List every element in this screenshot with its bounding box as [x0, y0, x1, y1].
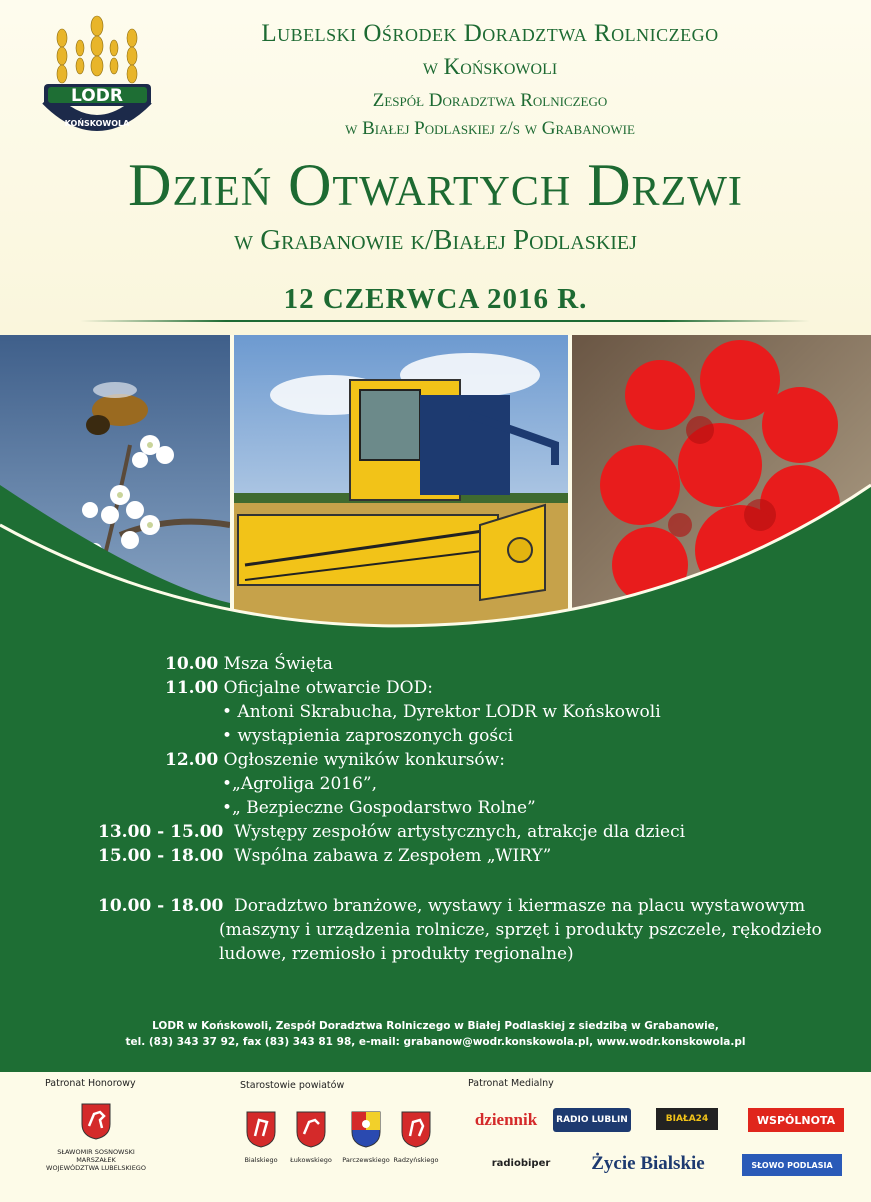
schedule-continuation: (maszyny i urządzenia rolnicze, sprzęt i produkty pszczele, rękodzieło [219, 920, 822, 940]
schedule-item [165, 654, 333, 674]
divider [80, 320, 810, 322]
schedule-time: 13.00 - 15.00 [98, 822, 224, 842]
schedule-bullet: • wystąpienia zaproszonych gości [222, 726, 514, 746]
lodr-logo [40, 8, 155, 138]
patrons-bar [0, 1070, 871, 1202]
event-subtitle: w Grabanowie k/Białej Podlaskiej [234, 224, 637, 256]
org-name: Lubelski Ośrodek Doradztwa Rolniczego [261, 20, 719, 47]
org-location: w Końskowoli [422, 54, 558, 79]
schedule-item [165, 678, 433, 698]
schedule-time: 12.00 [165, 750, 219, 770]
schedule-bullet: •„Agroliga 2016”, [222, 774, 378, 794]
schedule-text: Oficjalne otwarcie DOD: [223, 678, 433, 698]
honorary-title: MARSZAŁEK [76, 1156, 116, 1164]
parczewski-coat-of-arms-icon [350, 1110, 382, 1148]
schedule-item [98, 822, 685, 842]
lublin-coat-of-arms-icon [80, 1102, 112, 1140]
footer-address: LODR w Końskowoli, Zespół Doradztwa Rolniczego w Białej Podlaskiej z siedzibą w Grabanowie, [152, 1020, 719, 1032]
zycie-bialskie-logo: Życie Bialskie [591, 1153, 705, 1174]
schedule-time: 15.00 - 18.00 [98, 846, 224, 866]
wspolnota-logo: WSPÓLNOTA [748, 1108, 844, 1132]
schedule-text: Doradztwo branżowe, wystawy i kiermasze na placu wystawowym [234, 896, 806, 916]
schedule-text: Ogłoszenie wyników konkursów: [223, 750, 505, 770]
county-name: Radzyńskiego [393, 1156, 439, 1164]
schedule-item [98, 896, 805, 916]
honorary-name: SŁAWOMIR SOSNOWSKI [57, 1148, 135, 1156]
county-name: Parczewskiego [342, 1156, 390, 1164]
lukowski-coat-of-arms-icon [295, 1110, 327, 1148]
event-title: Dzień Otwartych Drzwi [128, 152, 743, 218]
schedule-time: 11.00 [165, 678, 219, 698]
biala24-logo: BIAŁA24 [656, 1108, 718, 1130]
slowo-podlasia-logo: SŁOWO PODLASIA [742, 1154, 842, 1176]
bialski-coat-of-arms-icon [245, 1110, 277, 1148]
dziennik-logo: dziennik [474, 1110, 538, 1129]
schedule-text: Msza Święta [223, 654, 333, 674]
schedule-text: Wspólna zabawa z Zespołem „WIRY” [234, 846, 552, 866]
schedule-text: Występy zespołów artystycznych, atrakcje dla dzieci [234, 822, 686, 842]
team-location: w Białej Podlaskiej z/s w Grabanowie [345, 118, 635, 139]
footer-contact: tel. (83) 343 37 92, fax (83) 343 81 98, e-mail: grabanow@wodr.konskowola.pl, www.wodr.konskowola.pl [125, 1036, 746, 1048]
schedule-item [98, 846, 551, 866]
logo-text: LODR [71, 86, 123, 106]
radiobiper-logo: radiobiper [491, 1157, 551, 1169]
media-label: Patronat Medialny [468, 1078, 554, 1089]
county-name: Bialskiego [244, 1156, 278, 1164]
honorary-office: WOJEWÓDZTWA LUBELSKIEGO [46, 1164, 146, 1172]
radio-lublin-logo: RADIO LUBLIN [553, 1108, 631, 1132]
event-date: 12 CZERWCA 2016 R. [283, 283, 588, 315]
schedule-continuation: ludowe, rzemiosło i produkty regionalne) [219, 944, 574, 964]
schedule-bullet: • Antoni Skrabucha, Dyrektor LODR w Końskowoli [222, 702, 661, 722]
radzynski-coat-of-arms-icon [400, 1110, 432, 1148]
counties-label: Starostowie powiatów [240, 1080, 345, 1091]
schedule-time: 10.00 [165, 654, 219, 674]
logo-ring-text: KOŃSKOWOLA [64, 119, 130, 128]
honorary-label: Patronat Honorowy [45, 1078, 136, 1089]
photo-frame [0, 335, 871, 645]
schedule-item [165, 750, 505, 770]
schedule-bullet: •„ Bezpieczne Gospodarstwo Rolne” [222, 798, 536, 818]
team-name: Zespół Doradztwa Rolniczego [372, 90, 608, 111]
county-name: Łukowskiego [290, 1156, 332, 1164]
header [0, 0, 871, 335]
schedule-time: 10.00 - 18.00 [98, 896, 224, 916]
